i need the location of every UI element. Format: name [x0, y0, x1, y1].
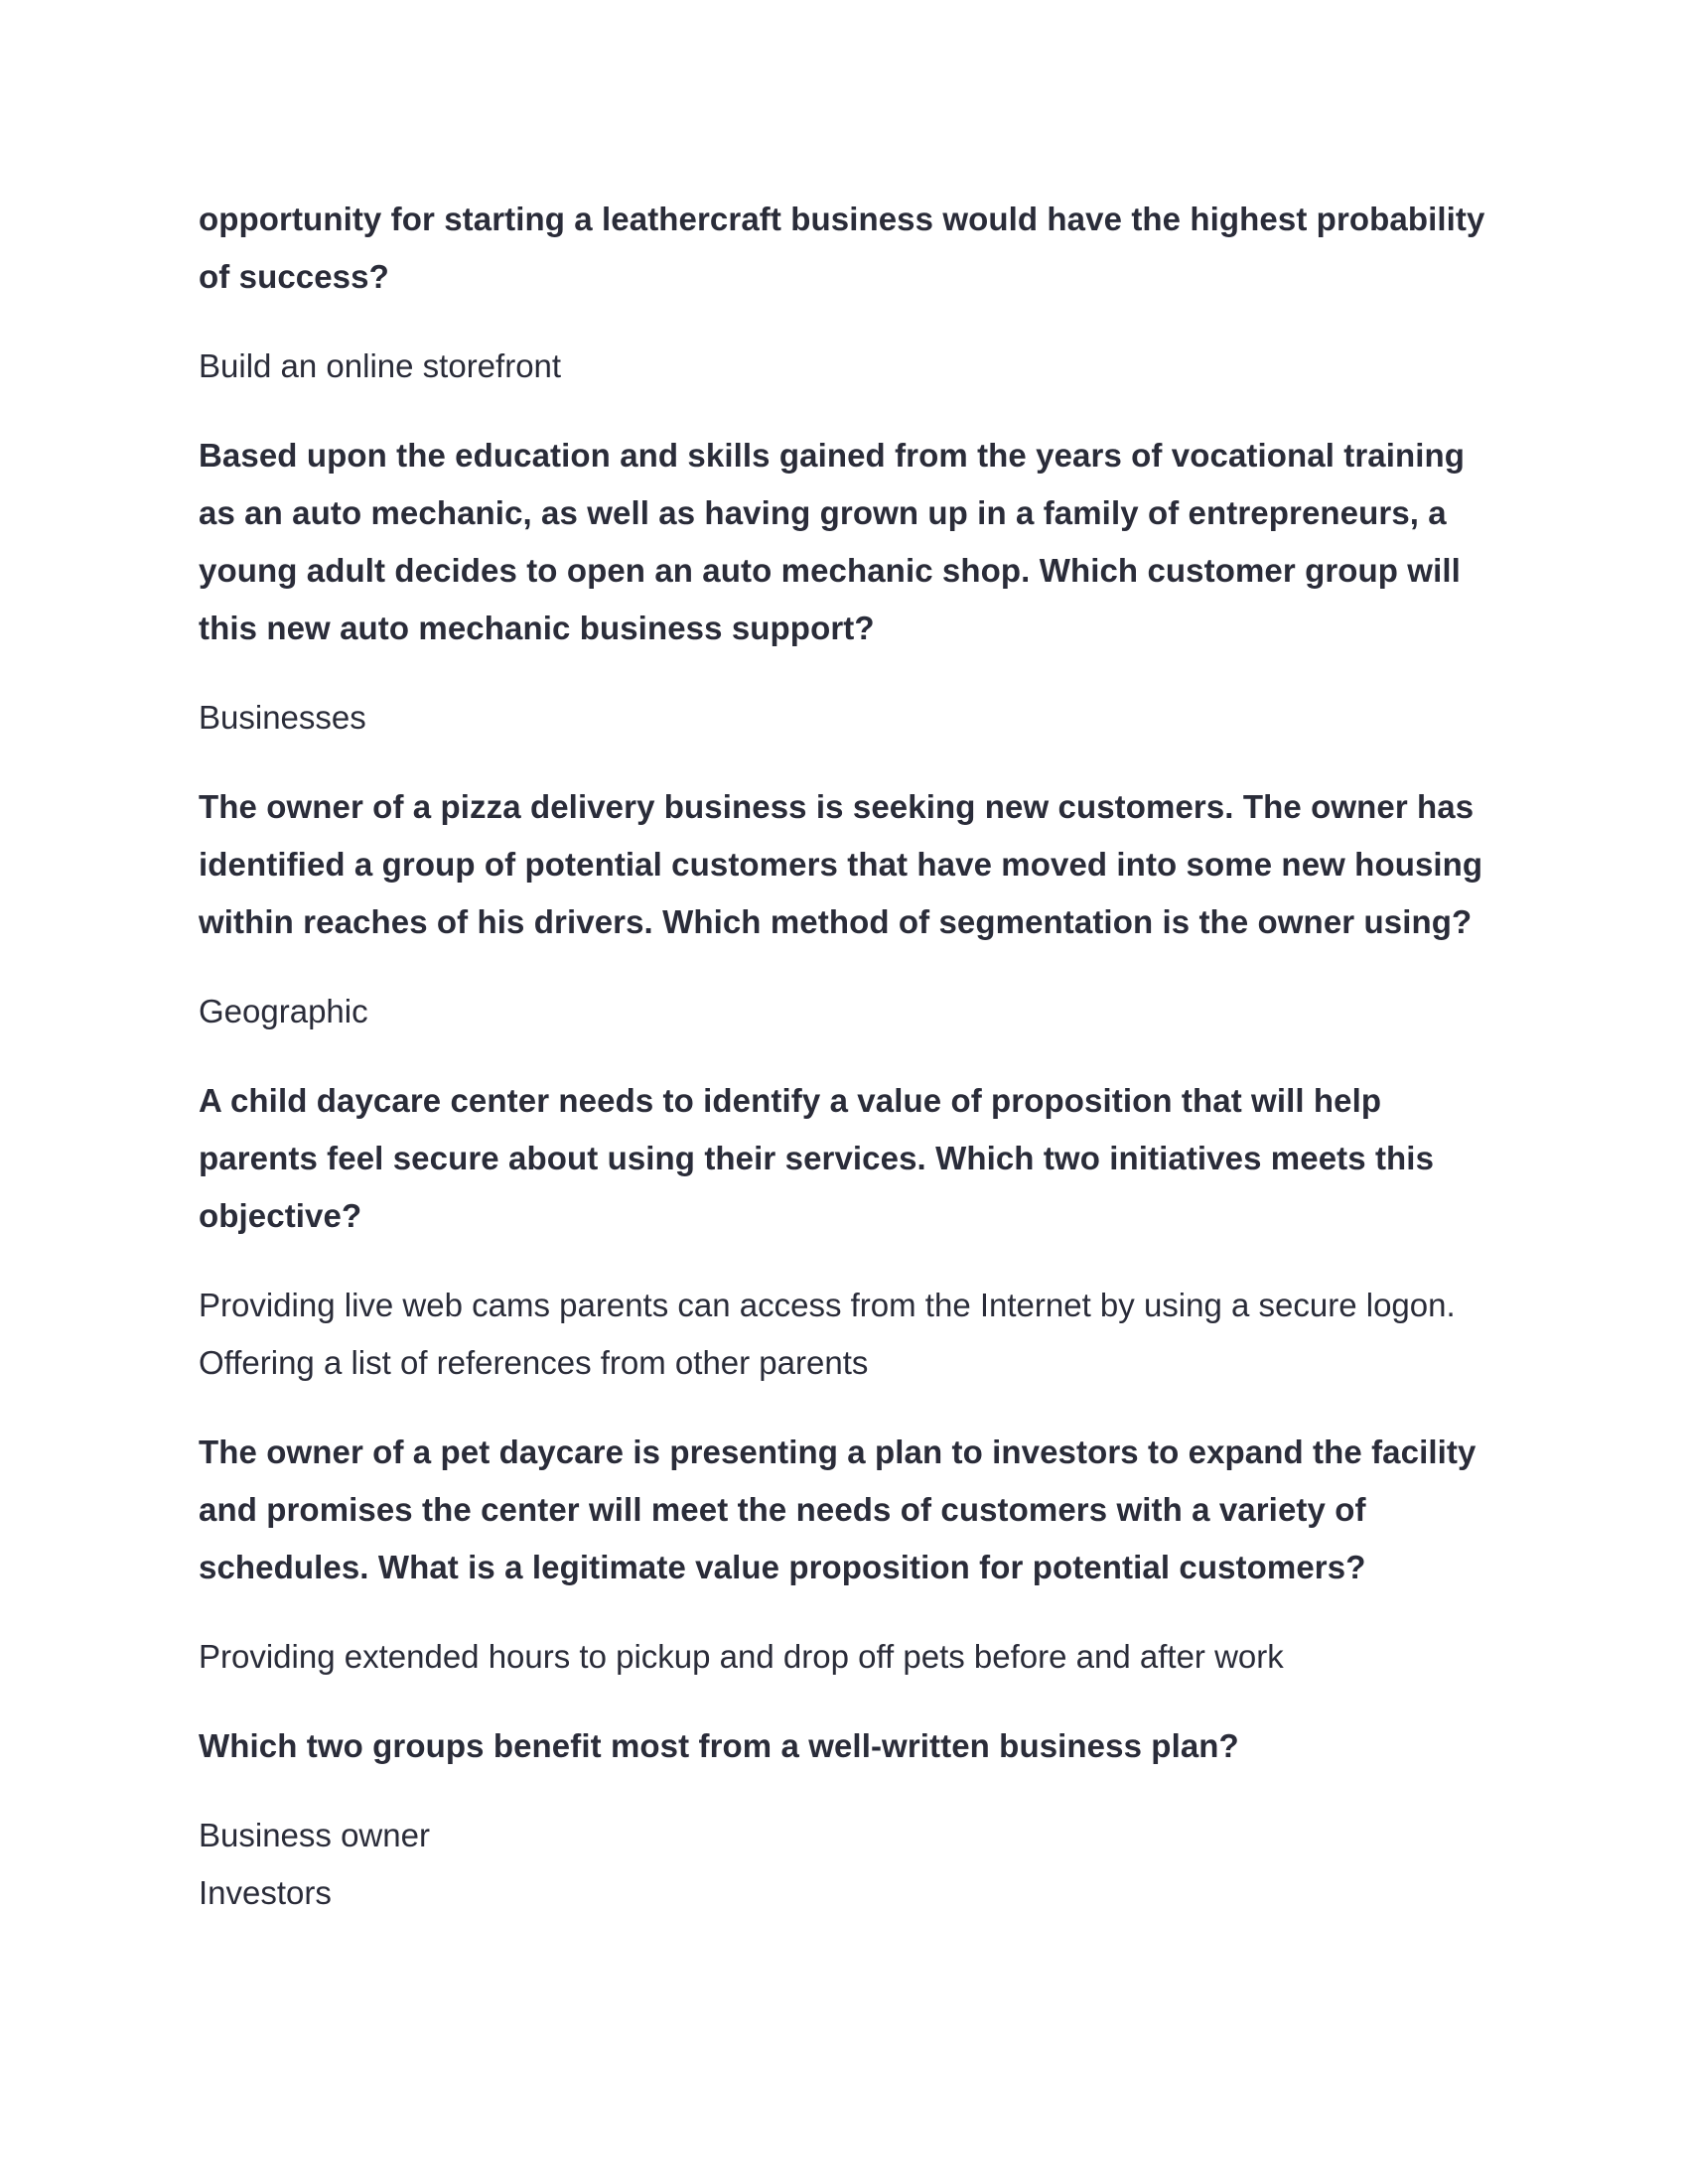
answer-text: Build an online storefront [199, 347, 562, 384]
document-page [199, 191, 1509, 1954]
question-text: opportunity for starting a leathercraft business would have the highest probability of success? [199, 201, 1485, 295]
answer-block [199, 1277, 1509, 1392]
answer-text: Offering a list of references from other parents [199, 1344, 869, 1381]
answer-block [199, 983, 1509, 1040]
question-text: The owner of a pet daycare is presenting a plan to investors to expand the facility and promises the center will meet the needs of customers with a variety of schedules. What is a legitimate value proposition for potential customers? [199, 1433, 1477, 1585]
question-text: Based upon the education and skills gained from the years of vocational training as an auto mechanic, as well as having grown up in a family of entrepreneurs, a young adult decides to open an auto mechanic shop. Which customer group will this new auto mechanic business support? [199, 437, 1466, 646]
question-text: Which two groups benefit most from a well-written business plan? [199, 1727, 1239, 1764]
answer-block [199, 338, 1509, 395]
answer-block [199, 689, 1509, 747]
answer-text: Geographic [199, 993, 368, 1029]
question-text: A child daycare center needs to identify a value of proposition that will help parents feel secure about using their services. Which two initiatives meets this objective? [199, 1082, 1435, 1234]
answer-block [199, 1807, 1509, 1922]
answer-text: Businesses [199, 699, 366, 736]
answer-text: Investors [199, 1874, 332, 1911]
answer-text: Providing extended hours to pickup and drop off pets before and after work [199, 1638, 1284, 1675]
answer-text: Business owner [199, 1817, 430, 1853]
answer-text: Providing live web cams parents can access from the Internet by using a secure logon. [199, 1287, 1456, 1323]
answer-block [199, 1628, 1509, 1686]
question-text: The owner of a pizza delivery business is seeking new customers. The owner has identified a group of potential customers that have moved into some new housing within reaches of his drivers. Which method of segmentation is the owner using? [199, 788, 1483, 940]
